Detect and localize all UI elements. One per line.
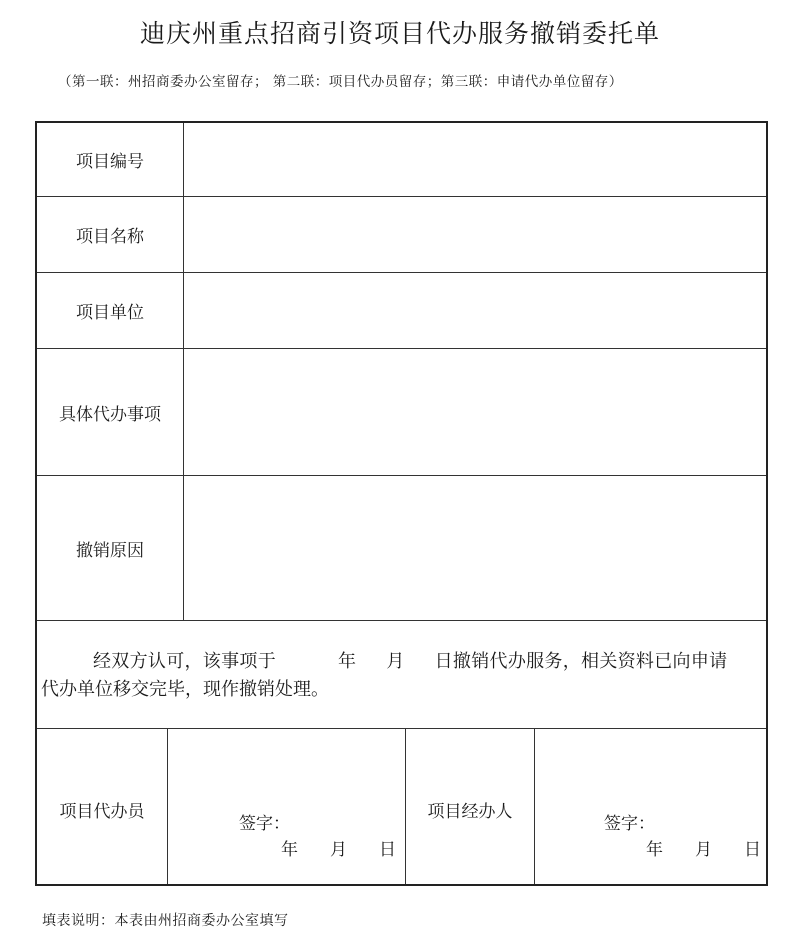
filling-instructions: 填表说明：本表由州招商委办公室填写	[42, 913, 289, 929]
revocation-reason-field[interactable]	[184, 476, 766, 620]
handler-label-cell	[406, 729, 535, 884]
field-label: 项目编号	[37, 123, 184, 196]
field-label: 项目名称	[37, 197, 184, 272]
handler-label: 项目经办人	[427, 802, 513, 822]
statement-month: 月	[386, 651, 405, 672]
revocation-form	[35, 121, 768, 886]
agency-items-field[interactable]	[184, 349, 766, 475]
statement-year: 年	[338, 651, 357, 672]
project-number-field[interactable]	[184, 123, 766, 196]
handler-signature-cell[interactable]	[535, 729, 766, 884]
agent-label-cell	[37, 729, 168, 884]
form-title: 迪庆州重点招商引资项目代办服务撤销委托单	[139, 19, 660, 48]
project-name-field[interactable]	[184, 197, 766, 272]
field-row-project-unit	[37, 273, 766, 349]
statement-line-2: 代办单位移交完毕，现作撤销处理。	[41, 679, 329, 700]
statement-suffix: 日撤销代办服务，相关资料已向申请	[434, 651, 728, 672]
agent-signature-cell[interactable]	[168, 729, 406, 884]
field-row-project-number	[37, 123, 766, 197]
field-label: 具体代办事项	[37, 349, 184, 475]
field-row-agency-items	[37, 349, 766, 476]
field-row-revocation-reason	[37, 476, 766, 621]
field-label: 项目单位	[37, 273, 184, 348]
field-row-project-name	[37, 197, 766, 273]
revocation-statement	[37, 621, 766, 729]
copy-distribution-note: （第一联：州招商委办公室留存； 第二联：项目代办员留存；第三联：申请代办单位留存）	[58, 74, 623, 90]
project-unit-field[interactable]	[184, 273, 766, 348]
field-label: 撤销原因	[37, 476, 184, 620]
handler-sign-label: 签字：	[604, 814, 655, 834]
agent-sign-label: 签字：	[239, 814, 290, 834]
agent-label: 项目代办员	[59, 802, 145, 822]
signature-row	[37, 729, 766, 884]
statement-prefix: 经双方认可，该事项于	[93, 651, 276, 672]
agent-date: 年 月 日	[281, 840, 396, 860]
handler-date: 年 月 日	[646, 840, 761, 860]
